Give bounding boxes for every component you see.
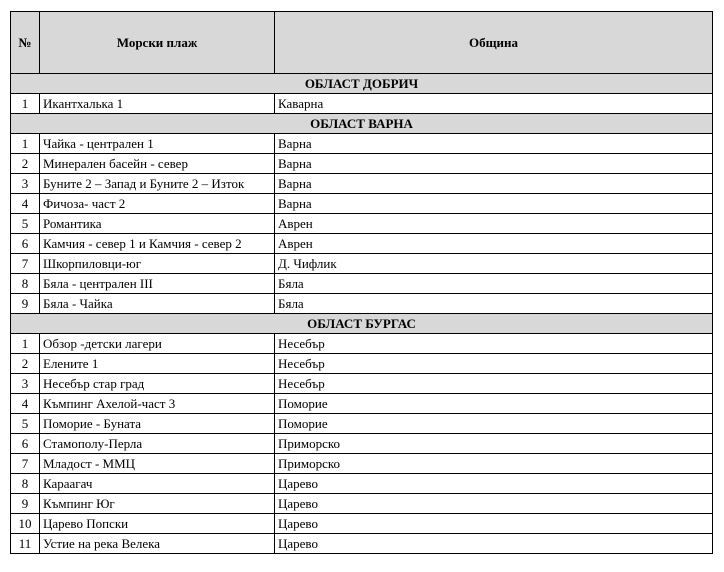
municipality-name: Каварна: [275, 94, 713, 114]
municipality-name: Аврен: [275, 214, 713, 234]
header-row: [11, 12, 713, 74]
beach-name: Несебър стар град: [40, 374, 275, 394]
region-title: ОБЛАСТ БУРГАС: [11, 314, 713, 334]
beach-name: Чайка - централен 1: [40, 134, 275, 154]
row-number: 8: [11, 474, 40, 494]
municipality-name: Несебър: [275, 334, 713, 354]
table-row: [11, 134, 713, 154]
table-row: [11, 534, 713, 554]
row-number: 1: [11, 134, 40, 154]
table-row: [11, 214, 713, 234]
row-number: 6: [11, 234, 40, 254]
row-number: 1: [11, 334, 40, 354]
row-number: 3: [11, 174, 40, 194]
beach-name: Фичоза- част 2: [40, 194, 275, 214]
table-row: [11, 434, 713, 454]
beach-name: Къмпинг Юг: [40, 494, 275, 514]
beach-name: Бяла - Чайка: [40, 294, 275, 314]
region-row: [11, 314, 713, 334]
table-row: [11, 274, 713, 294]
table-row: [11, 354, 713, 374]
beach-name: Шкорпиловци-юг: [40, 254, 275, 274]
table-row: [11, 414, 713, 434]
table-row: [11, 494, 713, 514]
header-municipality: Община: [275, 12, 713, 74]
table-row: [11, 334, 713, 354]
municipality-name: Царево: [275, 494, 713, 514]
row-number: 11: [11, 534, 40, 554]
municipality-name: Поморие: [275, 394, 713, 414]
header-beach: Морски плаж: [40, 12, 275, 74]
table-row: [11, 374, 713, 394]
row-number: 2: [11, 354, 40, 374]
table-row: [11, 174, 713, 194]
row-number: 7: [11, 254, 40, 274]
beach-name: Икантхалька 1: [40, 94, 275, 114]
table-row: [11, 514, 713, 534]
row-number: 5: [11, 414, 40, 434]
table-row: [11, 234, 713, 254]
beach-name: Младост - ММЦ: [40, 454, 275, 474]
municipality-name: Бяла: [275, 274, 713, 294]
municipality-name: Бяла: [275, 294, 713, 314]
table-row: [11, 394, 713, 414]
row-number: 7: [11, 454, 40, 474]
row-number: 9: [11, 494, 40, 514]
municipality-name: Царево: [275, 514, 713, 534]
table-row: [11, 474, 713, 494]
municipality-name: Несебър: [275, 354, 713, 374]
row-number: 5: [11, 214, 40, 234]
table-row: [11, 294, 713, 314]
municipality-name: Варна: [275, 174, 713, 194]
row-number: 4: [11, 194, 40, 214]
row-number: 2: [11, 154, 40, 174]
table-row: [11, 94, 713, 114]
table-row: [11, 254, 713, 274]
municipality-name: Варна: [275, 154, 713, 174]
row-number: 9: [11, 294, 40, 314]
beach-name: Елените 1: [40, 354, 275, 374]
beach-name: Караагач: [40, 474, 275, 494]
beach-name: Къмпинг Ахелой-част 3: [40, 394, 275, 414]
municipality-name: Варна: [275, 194, 713, 214]
municipality-name: Варна: [275, 134, 713, 154]
municipality-name: Аврен: [275, 234, 713, 254]
municipality-name: Царево: [275, 474, 713, 494]
municipality-name: Поморие: [275, 414, 713, 434]
row-number: 8: [11, 274, 40, 294]
row-number: 3: [11, 374, 40, 394]
beach-name: Обзор -детски лагери: [40, 334, 275, 354]
beach-name: Камчия - север 1 и Камчия - север 2: [40, 234, 275, 254]
municipality-name: Несебър: [275, 374, 713, 394]
beach-name: Поморие - Буната: [40, 414, 275, 434]
municipality-name: Приморско: [275, 454, 713, 474]
header-number: №: [11, 12, 40, 74]
beach-name: Устие на река Велека: [40, 534, 275, 554]
row-number: 1: [11, 94, 40, 114]
table-row: [11, 154, 713, 174]
municipality-name: Приморско: [275, 434, 713, 454]
beach-name: Минерален басейн - север: [40, 154, 275, 174]
region-title: ОБЛАСТ ДОБРИЧ: [11, 74, 713, 94]
table-row: [11, 194, 713, 214]
beaches-table: [10, 11, 713, 554]
beach-name: Бяла - централен III: [40, 274, 275, 294]
beach-name: Романтика: [40, 214, 275, 234]
region-row: [11, 74, 713, 94]
row-number: 4: [11, 394, 40, 414]
row-number: 10: [11, 514, 40, 534]
municipality-name: Д. Чифлик: [275, 254, 713, 274]
row-number: 6: [11, 434, 40, 454]
region-row: [11, 114, 713, 134]
beach-name: Стамополу-Перла: [40, 434, 275, 454]
region-title: ОБЛАСТ ВАРНА: [11, 114, 713, 134]
beach-name: Царево Попски: [40, 514, 275, 534]
table-row: [11, 454, 713, 474]
beach-name: Буните 2 – Запад и Буните 2 – Изток: [40, 174, 275, 194]
municipality-name: Царево: [275, 534, 713, 554]
table-body: [11, 74, 713, 554]
